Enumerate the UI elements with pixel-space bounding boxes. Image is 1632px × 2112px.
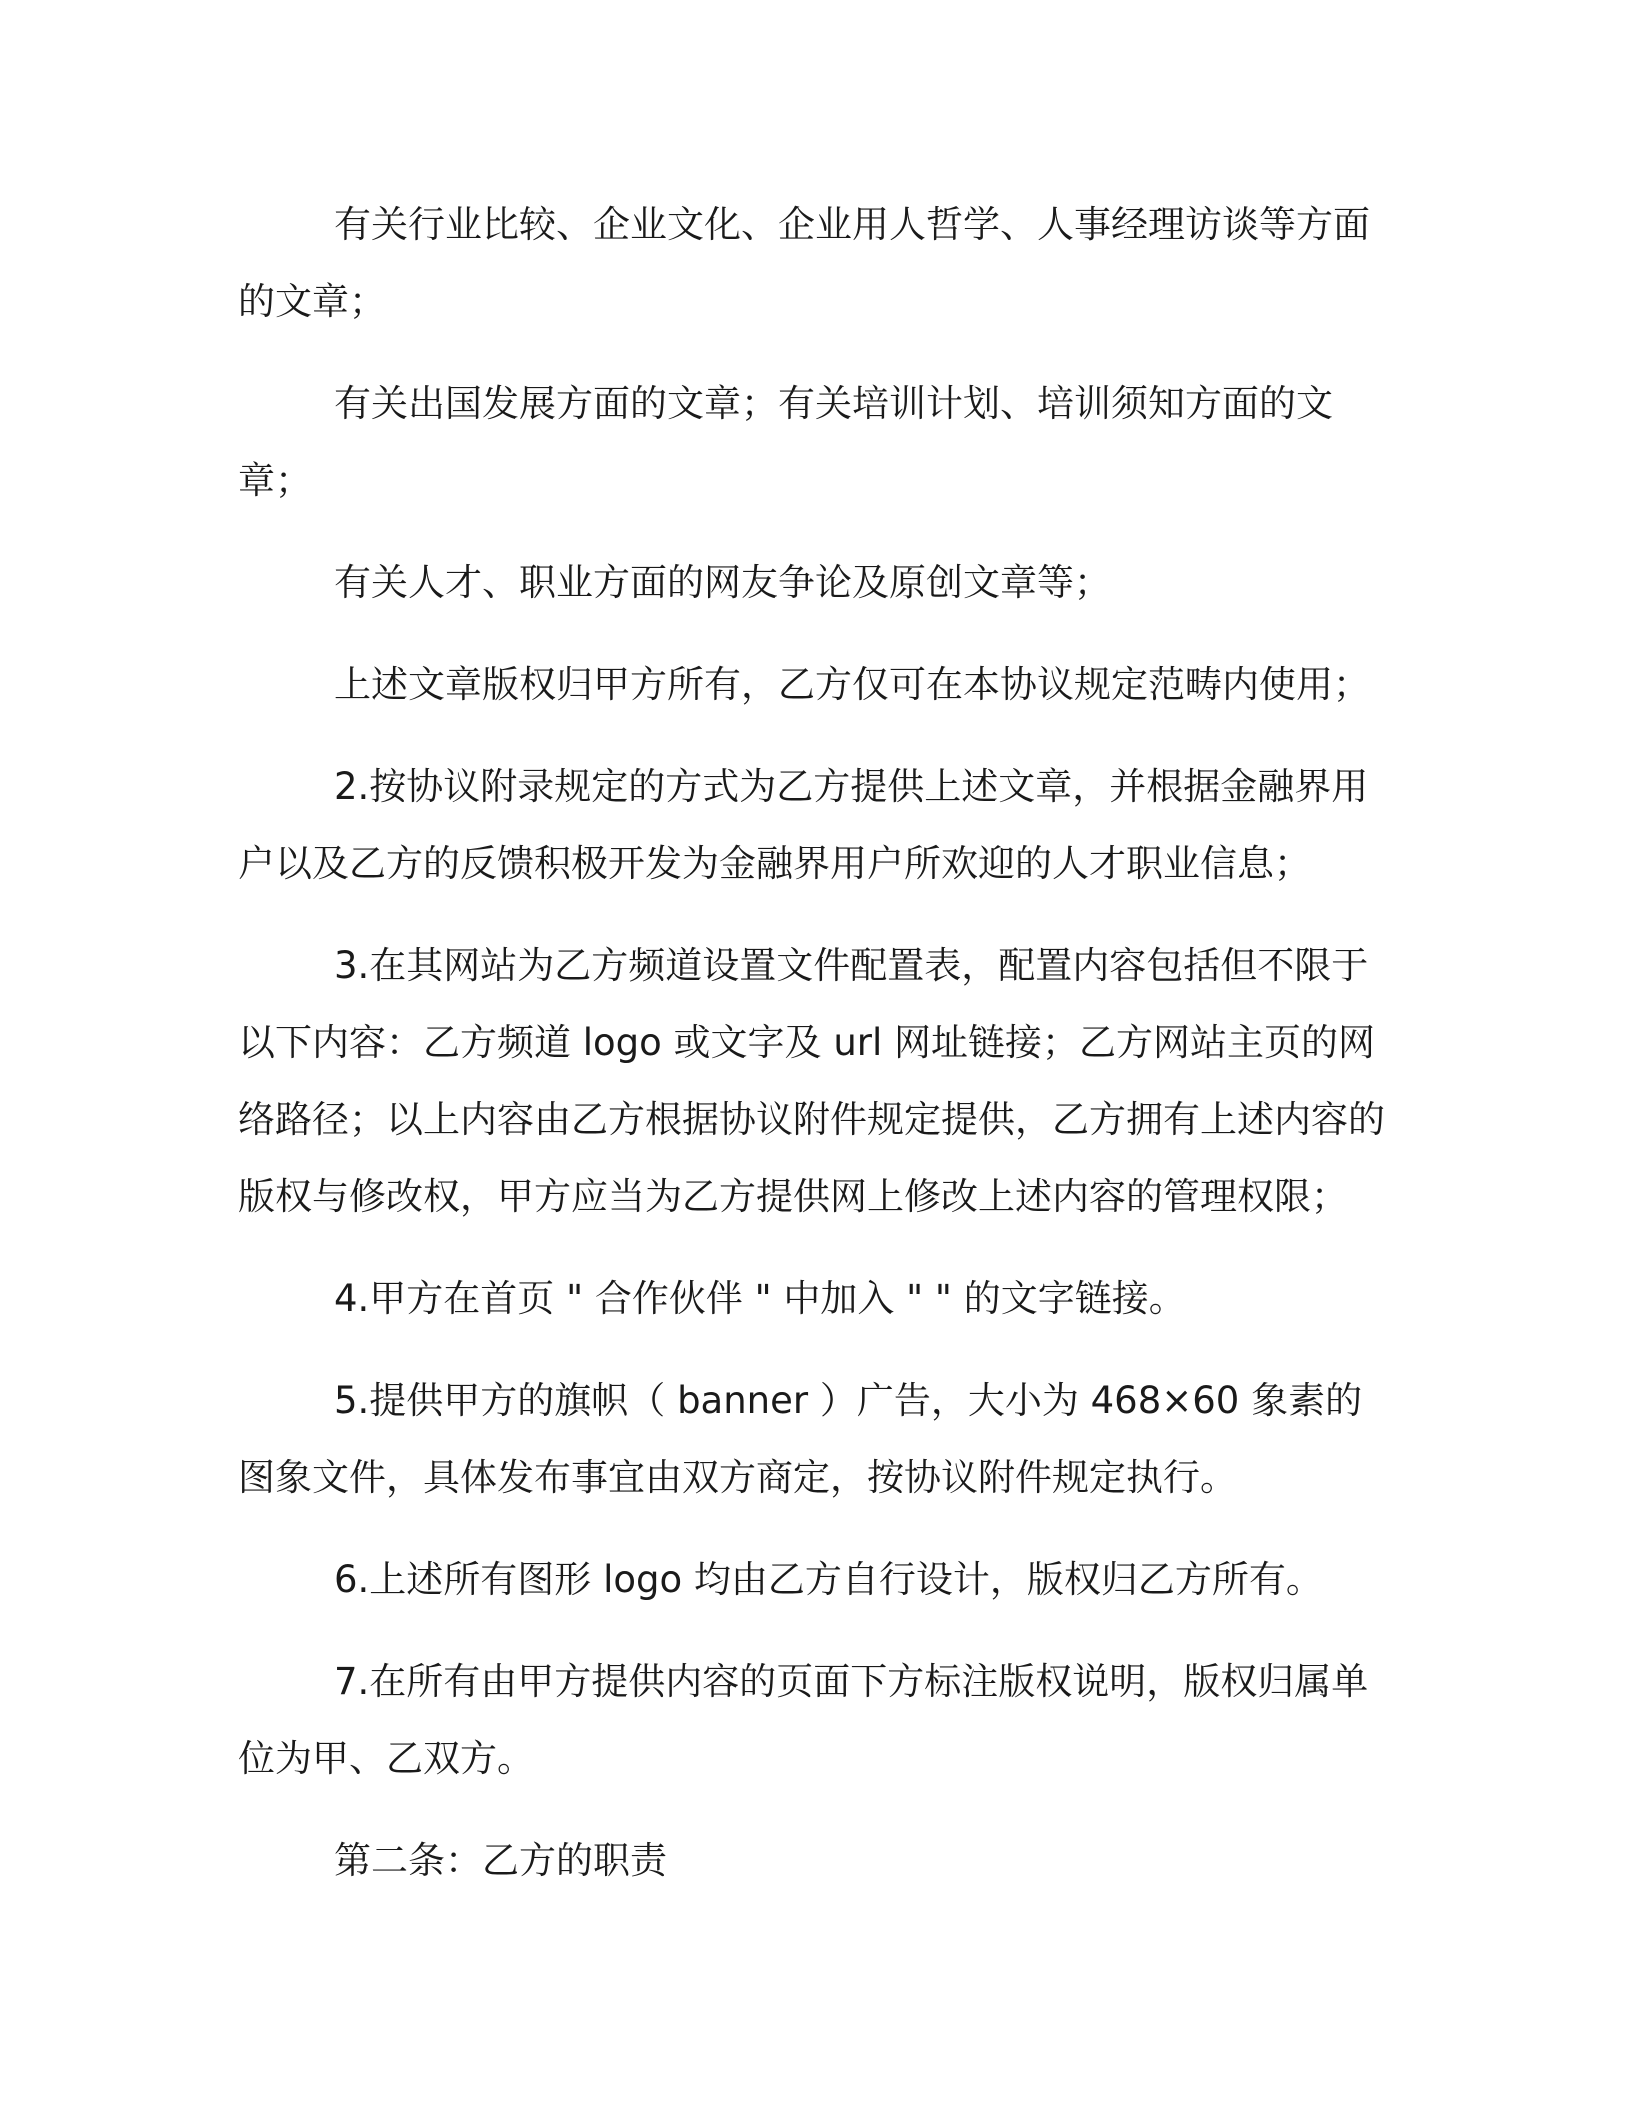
paragraph-clause-7: 7.在所有由甲方提供内容的页面下方标注版权说明，版权归属单位为甲、乙双方。 xyxy=(238,1660,1369,1780)
paragraph-clause-2: 2.按协议附录规定的方式为乙方提供上述文章，并根据金融界用户以及乙方的反馈积极开发为金融界用户所欢迎的人才职业信息； xyxy=(238,765,1369,885)
paragraph-clause-5: 5.提供甲方的旗帜（ banner ）广告，大小为 468×60 象素的图象文件，具体发布事宜由双方商定，按协议附件规定执行。 xyxy=(238,1379,1363,1499)
document-body xyxy=(238,186,1398,1924)
paragraph-clause-6: 6.上述所有图形 logo 均由乙方自行设计，版权归乙方所有。 xyxy=(334,1558,1323,1601)
paragraph-overseas-training-articles: 有关出国发展方面的文章；有关培训计划、培训须知方面的文章； xyxy=(238,382,1333,502)
paragraph-copyright-clause: 上述文章版权归甲方所有，乙方仅可在本协议规定范畴内使用； xyxy=(334,663,1370,706)
paragraph-industry-articles: 有关行业比较、企业文化、企业用人哲学、人事经理访谈等方面的文章； xyxy=(238,203,1370,323)
paragraph-clause-4: 4.甲方在首页 " 合作伙伴 " 中加入 " " 的文字链接。 xyxy=(334,1277,1186,1320)
paragraph-talent-career-articles: 有关人才、职业方面的网友争论及原创文章等； xyxy=(334,561,1111,604)
paragraph-clause-3: 3.在其网站为乙方频道设置文件配置表，配置内容包括但不限于以下内容：乙方频道 logo 或文字及 url 网址链接；乙方网站主页的网络路径；以上内容由乙方根据协议附件规定提供，乙方拥有上述内容的版权与修改权，甲方应当为乙方提供网上修改上述内容的管理权限； xyxy=(238,944,1385,1218)
section-heading-article-2: 第二条：乙方的职责 xyxy=(334,1839,667,1882)
